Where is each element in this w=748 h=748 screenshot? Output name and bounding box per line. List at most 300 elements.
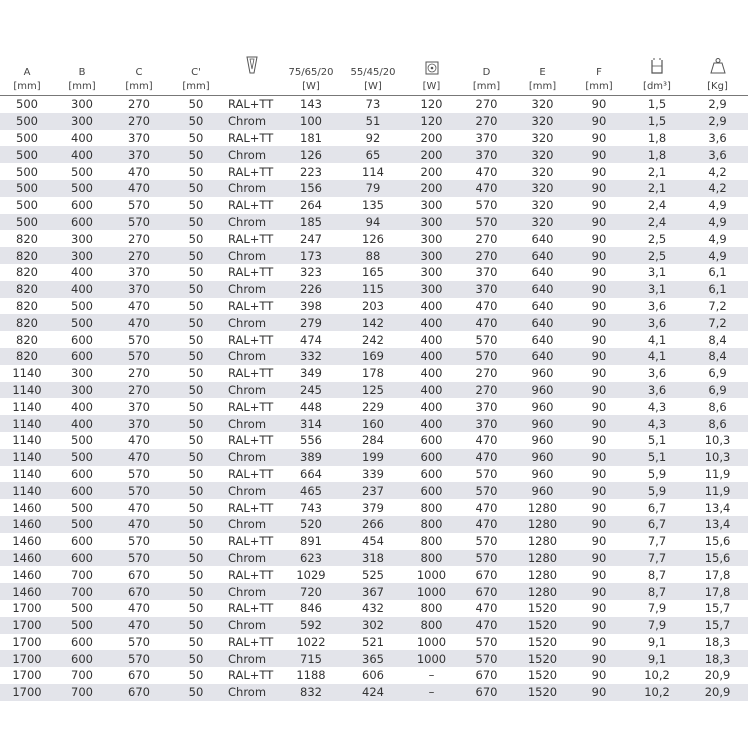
- cell-f: 90: [591, 500, 607, 515]
- cell-volume: 2,4: [627, 214, 687, 231]
- cell-output-75: 181: [300, 130, 322, 145]
- cell-weight: 17,8: [704, 567, 731, 582]
- cell-volume: 1,8: [647, 130, 667, 145]
- cell-finish: Chrom: [224, 214, 280, 231]
- cell-c-prime: 50: [188, 634, 204, 649]
- cell-volume: 7,9: [627, 617, 687, 634]
- cell-c-prime: 50: [188, 298, 204, 313]
- cell-output-55: 242: [362, 332, 384, 347]
- cell-volume: 9,1: [627, 650, 687, 667]
- cell-output-75: 223: [300, 164, 322, 179]
- cell-output-75: 623: [280, 550, 342, 567]
- cell-d: 270: [475, 366, 498, 381]
- cell-element: 800: [404, 516, 459, 533]
- cell-finish: RAL+TT: [228, 500, 274, 515]
- cell-element: 1000: [416, 634, 447, 649]
- cell-finish: Chrom: [224, 281, 280, 298]
- cell-e: 960: [531, 399, 554, 414]
- cell-e: 1280: [514, 516, 571, 533]
- cell-output-75: 448: [300, 399, 322, 414]
- table-row: [0, 449, 748, 466]
- cell-c-prime: 50: [168, 180, 224, 197]
- cell-b: 500: [71, 298, 93, 313]
- cell-e: 1520: [514, 617, 571, 634]
- cell-e: 640: [531, 332, 554, 347]
- cell-f: 90: [591, 130, 607, 145]
- cell-b: 500: [54, 314, 110, 331]
- cell-weight: 20,9: [687, 684, 748, 701]
- cell-weight: 8,6: [687, 415, 748, 432]
- cell-c-prime: 50: [188, 601, 204, 616]
- table-row: [0, 617, 748, 634]
- cell-d: 570: [475, 634, 498, 649]
- col-b-unit: [mm]: [54, 78, 110, 96]
- cell-d: 370: [459, 415, 514, 432]
- table-body: [0, 96, 748, 701]
- cell-finish: RAL+TT: [228, 265, 274, 280]
- cell-volume: 5,9: [627, 482, 687, 499]
- cell-output-75: 891: [300, 534, 322, 549]
- cell-d: 270: [459, 382, 514, 399]
- cell-c-prime: 50: [168, 348, 224, 365]
- cell-volume: 7,7: [627, 550, 687, 567]
- cell-c: 370: [128, 265, 150, 280]
- cell-c: 270: [128, 231, 150, 246]
- cell-f: 90: [591, 97, 607, 112]
- cell-c-prime: 50: [168, 281, 224, 298]
- cell-c: 470: [110, 180, 168, 197]
- cell-f: 90: [591, 601, 607, 616]
- spec-table: [0, 54, 748, 701]
- cell-e: 1280: [514, 583, 571, 600]
- cell-c-prime: 50: [168, 113, 224, 130]
- cell-output-75: 664: [300, 466, 322, 481]
- table-row: [0, 146, 748, 163]
- cell-output-55: 115: [342, 281, 404, 298]
- cell-volume: 2,1: [627, 180, 687, 197]
- cell-c-prime: 50: [168, 650, 224, 667]
- col-output-55-header: 55/45/20: [350, 67, 396, 78]
- cell-output-55: 178: [362, 366, 384, 381]
- cell-volume: 4,3: [647, 399, 667, 414]
- cell-c: 470: [110, 449, 168, 466]
- cell-weight: 17,8: [687, 583, 748, 600]
- cell-a: 820: [16, 265, 38, 280]
- cell-weight: 4,2: [687, 180, 748, 197]
- cell-weight: 13,4: [704, 500, 731, 515]
- cell-e: 320: [531, 130, 554, 145]
- cell-output-75: 245: [280, 382, 342, 399]
- col-c-prime-header: C': [191, 67, 201, 78]
- col-element-header: [404, 54, 459, 78]
- cell-c: 470: [110, 516, 168, 533]
- cell-d: 570: [459, 348, 514, 365]
- table-row: [0, 684, 748, 701]
- cell-e: 960: [531, 366, 554, 381]
- cell-output-75: 715: [280, 650, 342, 667]
- cell-volume: 1,5: [627, 113, 687, 130]
- cell-output-55: 165: [362, 265, 384, 280]
- cell-output-75: 173: [280, 247, 342, 264]
- cell-c-prime: 50: [168, 617, 224, 634]
- cell-b: 600: [71, 198, 93, 213]
- cell-c-prime: 50: [188, 534, 204, 549]
- cell-weight: 8,4: [687, 348, 748, 365]
- cell-finish: RAL+TT: [228, 634, 274, 649]
- cell-weight: 4,9: [708, 198, 727, 213]
- cell-d: 370: [475, 265, 498, 280]
- cell-a: 500: [16, 130, 38, 145]
- cell-volume: 4,1: [647, 332, 667, 347]
- col-c-header: C: [135, 67, 143, 78]
- cell-finish: Chrom: [224, 348, 280, 365]
- cell-a: 500: [0, 214, 54, 231]
- cell-element: 400: [404, 348, 459, 365]
- cell-c: 470: [128, 298, 150, 313]
- cell-c: 570: [128, 198, 150, 213]
- cell-a: 1140: [12, 433, 42, 448]
- cell-e: 320: [514, 180, 571, 197]
- cell-output-75: 226: [280, 281, 342, 298]
- cell-element: 400: [420, 298, 443, 313]
- cell-d: 470: [459, 180, 514, 197]
- cell-output-75: 100: [280, 113, 342, 130]
- cell-output-75: 323: [300, 265, 322, 280]
- cell-output-75: 1029: [296, 567, 326, 582]
- cell-element: 300: [420, 231, 443, 246]
- cell-finish: RAL+TT: [228, 567, 274, 582]
- cell-c: 670: [110, 684, 168, 701]
- cell-finish: RAL+TT: [228, 668, 274, 683]
- cell-weight: 18,3: [704, 634, 731, 649]
- col-output-75-header: 75/65/20: [288, 67, 334, 78]
- cell-output-75: 185: [280, 214, 342, 231]
- col-volume-unit: [dm³]: [627, 78, 687, 96]
- cell-output-75: 279: [280, 314, 342, 331]
- cell-output-55: 88: [342, 247, 404, 264]
- cell-volume: 3,6: [647, 366, 667, 381]
- cell-f: 90: [571, 550, 627, 567]
- cell-volume: 10,2: [627, 684, 687, 701]
- cell-volume: 2,4: [647, 198, 667, 213]
- weight-icon: [710, 57, 726, 75]
- cell-c-prime: 50: [188, 366, 204, 381]
- finish-icon: [245, 55, 259, 75]
- cell-f: 90: [571, 214, 627, 231]
- cell-c: 370: [128, 399, 150, 414]
- cell-d: 670: [475, 668, 498, 683]
- cell-c: 370: [128, 130, 150, 145]
- cell-output-75: 474: [300, 332, 322, 347]
- cell-weight: 4,2: [708, 164, 727, 179]
- table-row: [0, 482, 748, 499]
- cell-volume: 2,5: [647, 231, 667, 246]
- cell-finish: RAL+TT: [228, 198, 274, 213]
- cell-c-prime: 50: [188, 567, 204, 582]
- cell-d: 270: [475, 231, 498, 246]
- table-row: [0, 264, 748, 281]
- water-volume-icon: [650, 57, 664, 75]
- cell-e: 640: [514, 281, 571, 298]
- col-output-55-unit: [W]: [342, 78, 404, 96]
- cell-a: 1460: [0, 550, 54, 567]
- cell-element: 400: [404, 382, 459, 399]
- cell-c: 570: [110, 550, 168, 567]
- cell-e: 1520: [527, 601, 558, 616]
- cell-finish: RAL+TT: [228, 399, 274, 414]
- cell-f: 90: [591, 668, 607, 683]
- cell-b: 500: [54, 180, 110, 197]
- cell-c-prime: 50: [188, 198, 204, 213]
- cell-b: 500: [54, 449, 110, 466]
- cell-output-75: 743: [300, 500, 322, 515]
- cell-finish: RAL+TT: [228, 433, 274, 448]
- cell-weight: 8,4: [708, 332, 727, 347]
- cell-volume: 7,9: [647, 601, 667, 616]
- table-row: [0, 499, 748, 516]
- cell-c: 570: [128, 466, 150, 481]
- cell-weight: 6,1: [708, 265, 727, 280]
- cell-f: 90: [571, 617, 627, 634]
- cell-output-75: 349: [300, 366, 322, 381]
- cell-element: 300: [404, 214, 459, 231]
- col-c-prime-unit: [mm]: [168, 78, 224, 96]
- table-row: [0, 331, 748, 348]
- table-row: [0, 415, 748, 432]
- col-weight-unit: [Kg]: [687, 78, 748, 96]
- cell-c-prime: 50: [188, 500, 204, 515]
- cell-f: 90: [591, 164, 607, 179]
- cell-e: 1280: [514, 550, 571, 567]
- cell-volume: 7,7: [647, 534, 667, 549]
- cell-d: 370: [475, 130, 498, 145]
- cell-a: 1460: [0, 583, 54, 600]
- cell-f: 90: [591, 534, 607, 549]
- cell-b: 600: [54, 214, 110, 231]
- cell-output-55: 318: [342, 550, 404, 567]
- table-row: [0, 230, 748, 247]
- cell-b: 300: [71, 231, 93, 246]
- cell-element: 1000: [404, 583, 459, 600]
- cell-b: 300: [54, 113, 110, 130]
- cell-output-55: 92: [365, 130, 381, 145]
- table-row: [0, 432, 748, 449]
- cell-c: 670: [128, 567, 150, 582]
- cell-finish: Chrom: [224, 449, 280, 466]
- cell-c: 270: [110, 382, 168, 399]
- cell-c: 570: [110, 348, 168, 365]
- cell-e: 960: [514, 482, 571, 499]
- cell-finish: RAL+TT: [228, 130, 274, 145]
- col-output-75-unit: [W]: [280, 78, 342, 96]
- cell-c-prime: 50: [168, 449, 224, 466]
- cell-e: 960: [514, 382, 571, 399]
- cell-a: 1700: [0, 650, 54, 667]
- cell-f: 90: [571, 583, 627, 600]
- cell-c: 370: [110, 281, 168, 298]
- cell-c-prime: 50: [188, 265, 204, 280]
- cell-d: 470: [475, 601, 498, 616]
- cell-weight: 11,9: [704, 466, 731, 481]
- cell-c-prime: 50: [168, 415, 224, 432]
- cell-b: 400: [71, 130, 93, 145]
- cell-finish: RAL+TT: [228, 231, 274, 246]
- cell-element: 400: [420, 399, 443, 414]
- cell-output-75: 846: [300, 601, 322, 616]
- table-row: [0, 382, 748, 399]
- cell-c: 370: [110, 415, 168, 432]
- cell-finish: RAL+TT: [228, 534, 274, 549]
- cell-f: 90: [571, 650, 627, 667]
- heating-element-icon: [425, 61, 439, 75]
- cell-output-75: 1022: [296, 634, 326, 649]
- cell-f: 90: [571, 281, 627, 298]
- cell-c-prime: 50: [168, 516, 224, 533]
- cell-weight: 7,2: [708, 298, 727, 313]
- cell-c-prime: 50: [188, 130, 204, 145]
- table-row: [0, 398, 748, 415]
- cell-c-prime: 50: [188, 164, 204, 179]
- cell-a: 1700: [12, 601, 42, 616]
- cell-e: 320: [514, 214, 571, 231]
- cell-c-prime: 50: [188, 332, 204, 347]
- cell-a: 820: [16, 298, 38, 313]
- cell-b: 300: [71, 366, 93, 381]
- cell-element: 120: [420, 97, 443, 112]
- cell-finish: Chrom: [224, 146, 280, 163]
- cell-finish: Chrom: [224, 314, 280, 331]
- cell-c: 670: [128, 668, 150, 683]
- cell-b: 600: [54, 482, 110, 499]
- cell-b: 400: [54, 281, 110, 298]
- cell-finish: RAL+TT: [228, 366, 274, 381]
- cell-e: 320: [514, 146, 571, 163]
- cell-weight: 4,9: [708, 231, 727, 246]
- table-row: [0, 550, 748, 567]
- cell-output-55: 199: [342, 449, 404, 466]
- cell-c-prime: 50: [188, 399, 204, 414]
- cell-b: 500: [54, 617, 110, 634]
- cell-element: 300: [404, 281, 459, 298]
- cell-b: 300: [54, 382, 110, 399]
- cell-volume: 1,8: [627, 146, 687, 163]
- cell-element: 400: [404, 415, 459, 432]
- cell-b: 600: [71, 634, 93, 649]
- cell-a: 1140: [0, 382, 54, 399]
- cell-a: 1140: [0, 449, 54, 466]
- cell-d: 470: [459, 449, 514, 466]
- cell-e: 640: [514, 314, 571, 331]
- cell-output-55: 284: [362, 433, 384, 448]
- cell-weight: 10,3: [704, 433, 731, 448]
- cell-output-55: 365: [342, 650, 404, 667]
- cell-d: 570: [459, 214, 514, 231]
- cell-weight: 18,3: [687, 650, 748, 667]
- cell-c-prime: 50: [188, 97, 204, 112]
- cell-d: 570: [475, 466, 498, 481]
- cell-output-55: 424: [342, 684, 404, 701]
- cell-f: 90: [591, 198, 607, 213]
- cell-c: 570: [128, 534, 150, 549]
- cell-f: 90: [591, 231, 607, 246]
- cell-a: 1700: [0, 617, 54, 634]
- cell-f: 90: [571, 314, 627, 331]
- col-e-header: E: [539, 67, 546, 78]
- col-f-unit: [mm]: [571, 78, 627, 96]
- cell-element: 600: [404, 449, 459, 466]
- cell-e: 640: [514, 348, 571, 365]
- cell-b: 500: [71, 164, 93, 179]
- cell-output-55: 367: [342, 583, 404, 600]
- cell-d: 470: [459, 617, 514, 634]
- cell-output-75: 264: [300, 198, 322, 213]
- cell-finish: Chrom: [224, 617, 280, 634]
- table-row: [0, 348, 748, 365]
- cell-e: 1520: [514, 650, 571, 667]
- cell-e: 960: [531, 466, 554, 481]
- cell-element: 800: [420, 534, 443, 549]
- cell-a: 1140: [12, 466, 42, 481]
- cell-output-55: 114: [362, 164, 384, 179]
- cell-element: 120: [404, 113, 459, 130]
- cell-output-55: 525: [362, 567, 384, 582]
- cell-a: 500: [0, 113, 54, 130]
- table-row: [0, 96, 748, 113]
- cell-weight: 8,6: [708, 399, 727, 414]
- cell-c: 270: [110, 247, 168, 264]
- cell-b: 600: [54, 650, 110, 667]
- cell-volume: 3,1: [647, 265, 667, 280]
- cell-b: 700: [71, 668, 93, 683]
- cell-e: 320: [531, 164, 554, 179]
- cell-finish: Chrom: [224, 415, 280, 432]
- cell-e: 640: [514, 247, 571, 264]
- cell-element: 1000: [416, 567, 447, 582]
- cell-b: 600: [54, 550, 110, 567]
- cell-a: 1140: [0, 482, 54, 499]
- cell-finish: Chrom: [224, 684, 280, 701]
- cell-a: 1460: [12, 500, 42, 515]
- cell-a: 1140: [12, 366, 42, 381]
- col-finish-unit: [224, 78, 280, 96]
- cell-b: 700: [71, 567, 93, 582]
- cell-element: 800: [404, 550, 459, 567]
- cell-output-55: 51: [342, 113, 404, 130]
- col-a-header: A: [23, 67, 31, 78]
- cell-e: 640: [531, 265, 554, 280]
- cell-e: 1520: [527, 634, 558, 649]
- cell-c: 470: [110, 617, 168, 634]
- table-row: [0, 533, 748, 550]
- cell-b: 600: [71, 332, 93, 347]
- cell-c: 470: [110, 314, 168, 331]
- cell-output-55: 432: [362, 601, 384, 616]
- cell-c: 270: [128, 366, 150, 381]
- cell-c: 570: [110, 482, 168, 499]
- cell-element: 600: [404, 482, 459, 499]
- cell-volume: 4,1: [627, 348, 687, 365]
- cell-volume: 8,7: [647, 567, 667, 582]
- cell-d: 370: [475, 399, 498, 414]
- cell-output-75: 1188: [296, 668, 326, 683]
- cell-d: 470: [459, 516, 514, 533]
- cell-f: 90: [571, 382, 627, 399]
- cell-b: 700: [54, 583, 110, 600]
- table-row: [0, 650, 748, 667]
- cell-d: 470: [475, 433, 498, 448]
- cell-d: 670: [459, 583, 514, 600]
- cell-a: 1700: [12, 634, 42, 649]
